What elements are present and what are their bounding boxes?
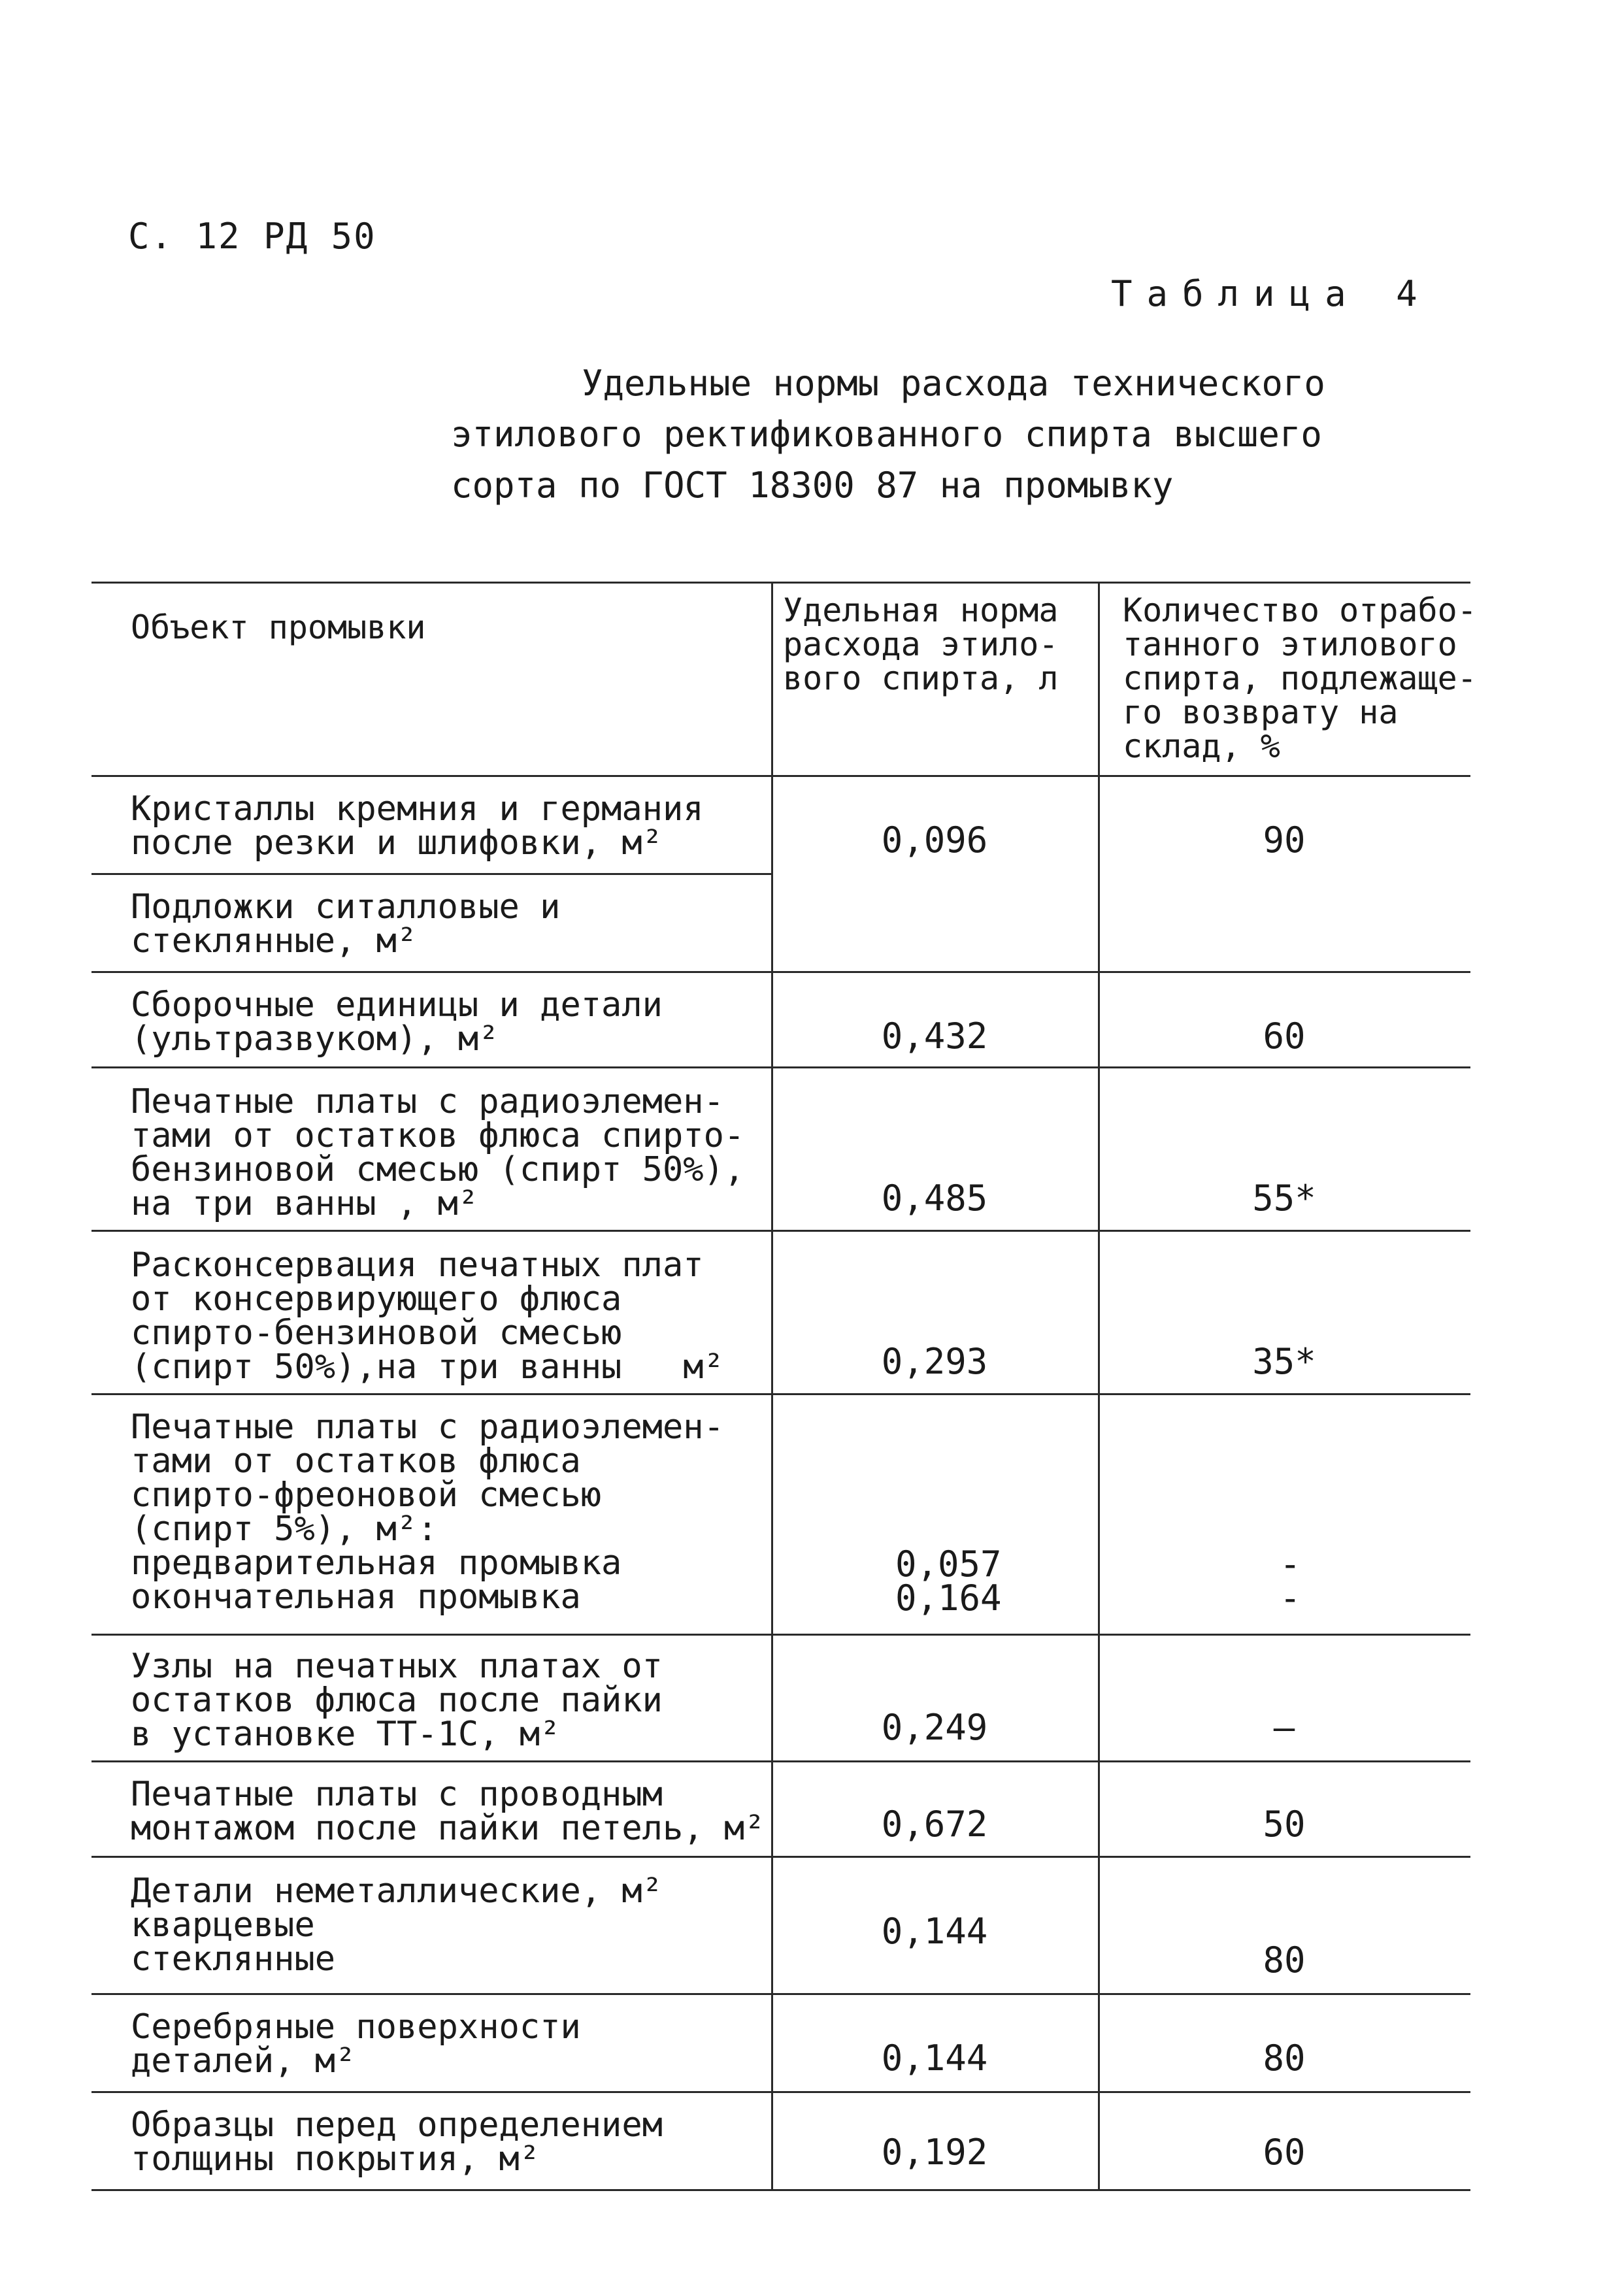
row-10-norm: 0,144 (881, 2037, 988, 2079)
row-9-return: 80 (1263, 1939, 1306, 1981)
header-return: Количество отрабо- танного этилового спирта, подлежаще- го возврату на склад, % (1123, 591, 1477, 765)
row-3-norm: 0,432 (881, 1015, 988, 1057)
row-8-object: Печатные платы с проводным монтажом после пайки петель, м² (131, 1775, 765, 1848)
title-line-1: Удельные нормы расхода технического (582, 363, 1325, 404)
row-5-return: 35* (1252, 1341, 1316, 1382)
row-7-return: – (1273, 1707, 1295, 1748)
rule-top (91, 582, 1470, 584)
row-7-norm: 0,249 (881, 1707, 988, 1748)
row-9-object: Детали неметаллические, м² кварцевые стеклянные (131, 1872, 663, 1979)
header-norm: Удельная норма расхода этило- вого спирта, л (783, 591, 1059, 697)
rule-bottom (91, 2189, 1470, 2191)
title-line-3: сорта по ГОСТ 18300 87 на промывку (451, 465, 1174, 506)
row-8-norm: 0,672 (881, 1804, 988, 1845)
row-11-object: Образцы перед определением толщины покрытия, м² (131, 2105, 663, 2179)
page-reference: С. 12 РД 50 (128, 216, 376, 257)
row-10-return: 80 (1263, 2037, 1306, 2079)
title-line-2: этилового ректификованного спирта высшего (451, 414, 1322, 455)
rule-row-1 (91, 873, 771, 875)
row-5-norm: 0,293 (881, 1341, 988, 1382)
table-title (451, 358, 1325, 511)
row-8-return: 50 (1263, 1804, 1306, 1845)
row-6-return: - - (1280, 1543, 1301, 1619)
row-4-return: 55* (1252, 1178, 1316, 1219)
row-11-return: 60 (1263, 2132, 1306, 2173)
row-5-object: Расконсервация печатных плат от консервирующего флюса спирто-бензиновой смесью (спирт 50%),на три ванны м² (131, 1245, 724, 1387)
rule-row-9 (91, 1993, 1470, 1995)
rule-row-4 (91, 1230, 1470, 1232)
row-3-return: 60 (1263, 1015, 1306, 1057)
row-1-return: 90 (1263, 819, 1306, 861)
row-7-object: Узлы на печатных платах от остатков флюса после пайки в установке ТТ-1С, м² (131, 1647, 663, 1754)
row-2-object: Подложки ситалловые и стеклянные, м² (131, 887, 561, 961)
table-label: Таблица 4 (1111, 273, 1432, 314)
row-3-object: Сборочные единицы и детали (ультразвуком), м² (131, 985, 663, 1059)
row-1-norm: 0,096 (881, 819, 988, 861)
rule-header-bottom (91, 775, 1470, 777)
rule-row-5 (91, 1393, 1470, 1395)
rule-row-7 (91, 1760, 1470, 1762)
row-1-object: Кристаллы кремния и германия после резки и шлифовки, м² (131, 789, 704, 863)
rule-row-8 (91, 1856, 1470, 1858)
row-4-object: Печатные платы с радиоэлемен- тами от остатков флюса спирто- бензиновой смесью (спирт 50%), на три ванны , м² (131, 1082, 745, 1223)
row-11-norm: 0,192 (881, 2132, 988, 2173)
rule-row-6 (91, 1634, 1470, 1636)
rule-row-3 (91, 1066, 1470, 1068)
rule-row-10 (91, 2091, 1470, 2093)
row-9-norm: 0,144 (881, 1911, 988, 1952)
rule-row-2 (91, 971, 1470, 973)
row-6-object: Печатные платы с радиоэлемен- тами от остатков флюса спирто-фреоновой смесью (спирт 5%), м²: предварительная промывка окончательная промывка (131, 1408, 724, 1617)
header-object: Объект промывки (131, 608, 426, 646)
row-10-object: Серебряные поверхности деталей, м² (131, 2007, 581, 2081)
row-6-norm: 0,057 0,164 (895, 1543, 1002, 1619)
row-4-norm: 0,485 (881, 1178, 988, 1219)
